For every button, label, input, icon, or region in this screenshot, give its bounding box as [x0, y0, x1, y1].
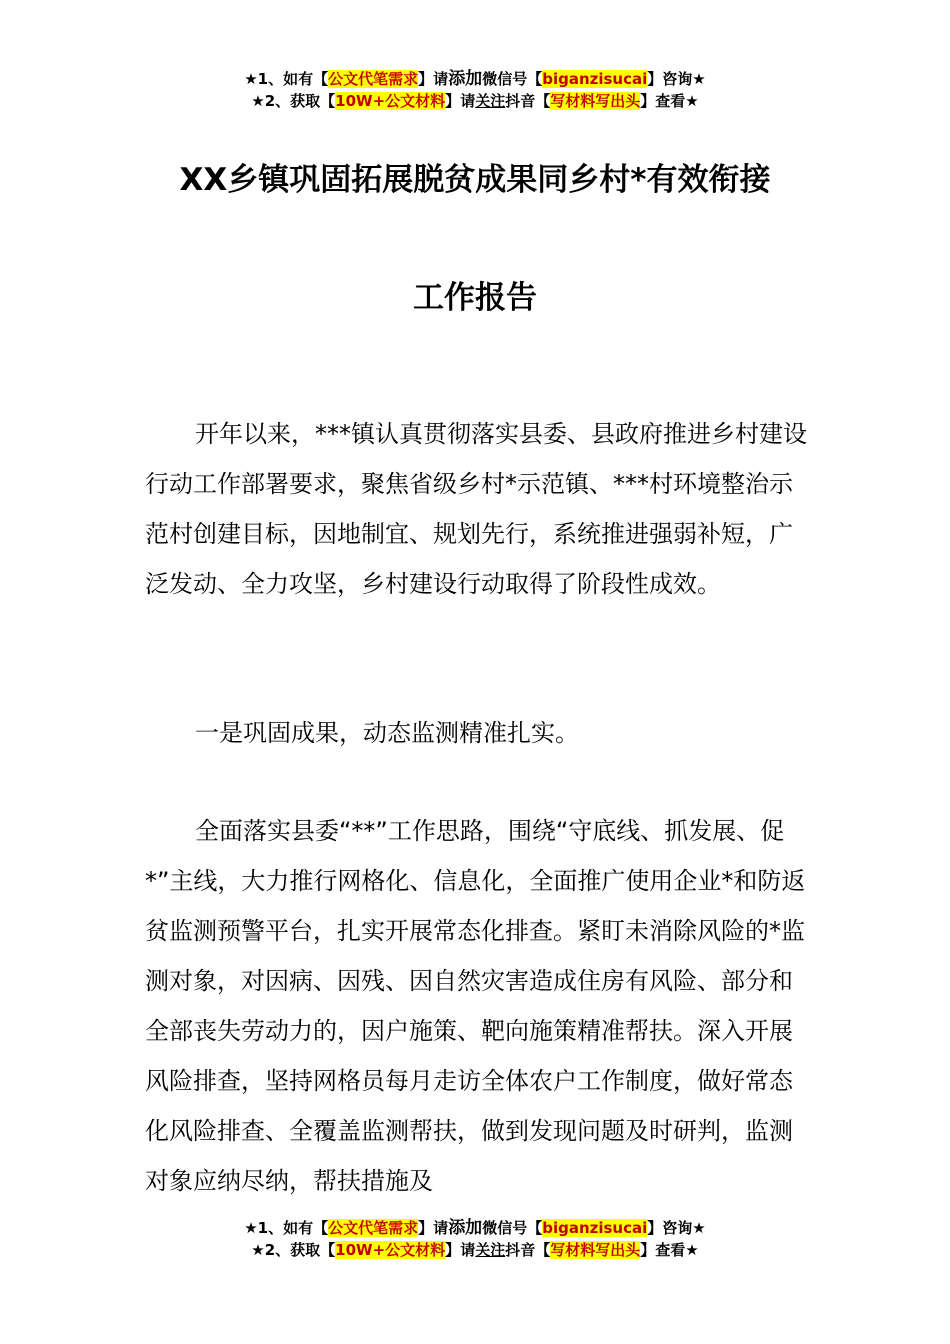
bracket: 【: [527, 1219, 543, 1237]
promo-line-1: [0, 68, 950, 90]
promo-highlight: 公文代笔需求: [328, 1219, 419, 1237]
promo-text: ★1、如有: [244, 70, 314, 88]
bracket: 【: [320, 92, 336, 110]
bracket: 【: [527, 70, 543, 88]
document-title-line-1: XX乡镇巩固拓展脱贫成果同乡村*有效衔接: [179, 162, 771, 198]
promo-text: ★2、获取: [251, 92, 321, 110]
promo-line-2: [0, 90, 950, 112]
promo-header: [0, 68, 950, 112]
promo-text: ★2、获取: [251, 1241, 321, 1259]
paragraph-heading: 一是巩固成果，动态监测精准扎实。: [195, 719, 579, 747]
body-section-2: [145, 708, 810, 758]
bracket: 【: [535, 1241, 551, 1259]
body-section-1: [145, 409, 810, 609]
promo-emphasis: 关注: [475, 92, 506, 110]
promo-highlight: 写材料写出头: [550, 92, 641, 110]
promo-highlight: 公文代笔需求: [328, 70, 419, 88]
paragraph-detail: 全面落实县委“**”工作思路，围绕“守底线、抓发展、促*”主线，大力推行网格化、信息化，全面推广使用企业*和防返贫监测预警平台，扎实开展常态化排查。紧盯未消除风险的*监测对象，对因病、因残、因自然灾害造成住房有风险、部分和全部丧失劳动力的，因户施策、靶向施策精准帮扶。深入开展风险排查，坚持网格员每月走访全体农户工作制度，做好常态化风险排查、全覆盖监测帮扶，做到发现问题及时研判，监测对象应纳尽纳，帮扶措施及: [145, 817, 806, 1195]
promo-text: 请: [460, 92, 476, 110]
bracket: 】: [640, 1241, 656, 1259]
promo-footer: [0, 1217, 950, 1261]
promo-line-2: [0, 1239, 950, 1261]
promo-emphasis: 添加: [448, 1218, 483, 1238]
promo-text: 查看★: [655, 1241, 699, 1259]
promo-text: 微信号: [482, 70, 528, 88]
bracket: 】: [647, 70, 663, 88]
promo-highlight: biganzisucai: [542, 70, 648, 88]
bracket: 【: [320, 1241, 336, 1259]
bracket: 【: [535, 92, 551, 110]
bracket: 】: [445, 1241, 461, 1259]
promo-text: 查看★: [655, 92, 699, 110]
promo-emphasis: 添加: [448, 69, 483, 89]
body-section-3: [145, 806, 810, 1206]
promo-emphasis: 关注: [475, 1241, 506, 1259]
bracket: 】: [647, 1219, 663, 1237]
promo-highlight: 10W+公文材料: [335, 1241, 446, 1259]
paragraph-intro: 开年以来，***镇认真贯彻落实县委、县政府推进乡村建设行动工作部署要求，聚焦省级乡村*示范镇、***村环境整治示范村创建目标，因地制宜、规划先行，系统推进强弱补短，广泛发动、全力攻坚，乡村建设行动取得了阶段性成效。: [145, 420, 807, 598]
promo-text: 请: [460, 1241, 476, 1259]
promo-line-1: [0, 1217, 950, 1239]
promo-text: 抖音: [505, 1241, 536, 1259]
promo-text: 咨询★: [662, 1219, 706, 1237]
bracket: 【: [313, 70, 329, 88]
bracket: 【: [313, 1219, 329, 1237]
promo-highlight: 写材料写出头: [550, 1241, 641, 1259]
promo-text: 请: [433, 1219, 449, 1237]
promo-text: 微信号: [482, 1219, 528, 1237]
promo-text: ★1、如有: [244, 1219, 314, 1237]
promo-highlight: 10W+公文材料: [335, 92, 446, 110]
bracket: 】: [640, 92, 656, 110]
promo-text: 咨询★: [662, 70, 706, 88]
promo-highlight: biganzisucai: [542, 1219, 648, 1237]
promo-text: 请: [433, 70, 449, 88]
bracket: 】: [418, 70, 434, 88]
document-title-line-2: 工作报告: [413, 280, 537, 316]
bracket: 】: [445, 92, 461, 110]
bracket: 】: [418, 1219, 434, 1237]
promo-text: 抖音: [505, 92, 536, 110]
